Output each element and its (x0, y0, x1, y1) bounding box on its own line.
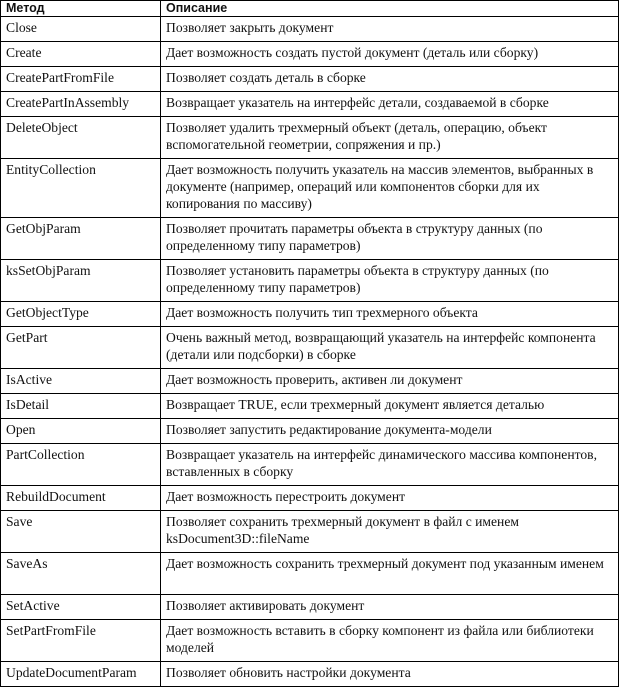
method-cell: GetObjParam (1, 218, 161, 260)
table-row (1, 260, 619, 302)
description-cell: Дает возможность вставить в сборку компонент из файла или библиотеки моделей (161, 620, 619, 662)
column-header-description: Описание (161, 1, 619, 17)
method-cell: PartCollection (1, 444, 161, 486)
description-cell: Возвращает указатель на интерфейс динамического массива компонентов, вставленных в сборку (161, 444, 619, 486)
table-row (1, 92, 619, 117)
description-cell: Позволяет сохранить трехмерный документ в файл с именем ksDocument3D::fileName (161, 511, 619, 553)
method-cell: RebuildDocument (1, 486, 161, 511)
table-row (1, 159, 619, 218)
description-cell: Дает возможность сохранить трехмерный документ под указанным именем (161, 553, 619, 595)
method-cell: Create (1, 42, 161, 67)
description-cell: Позволяет установить параметры объекта в структуру данных (по определенному типу параметров) (161, 260, 619, 302)
description-cell: Дает возможность создать пустой документ (деталь или сборку) (161, 42, 619, 67)
table-row (1, 218, 619, 260)
method-cell: ksSetObjParam (1, 260, 161, 302)
table-row (1, 17, 619, 42)
method-cell: DeleteObject (1, 117, 161, 159)
method-cell: UpdateDocumentParam (1, 662, 161, 687)
table-row (1, 444, 619, 486)
description-cell: Позволяет запустить редактирование документа-модели (161, 419, 619, 444)
table-row (1, 67, 619, 92)
table-row (1, 42, 619, 67)
table-header-row (1, 1, 619, 17)
method-cell: SaveAs (1, 553, 161, 595)
method-cell: CreatePartInAssembly (1, 92, 161, 117)
description-cell: Позволяет удалить трехмерный объект (деталь, операцию, объект вспомогательной геометрии, сопряжения и пр.) (161, 117, 619, 159)
method-cell: IsDetail (1, 394, 161, 419)
description-cell: Очень важный метод, возвращающий указатель на интерфейс компонента (детали или подсборки) в сборке (161, 327, 619, 369)
table-row (1, 553, 619, 595)
method-cell: CreatePartFromFile (1, 67, 161, 92)
description-cell: Дает возможность перестроить документ (161, 486, 619, 511)
description-cell: Дает возможность получить тип трехмерного объекта (161, 302, 619, 327)
method-cell: Save (1, 511, 161, 553)
table-row (1, 595, 619, 620)
table-row (1, 511, 619, 553)
table-row (1, 117, 619, 159)
method-cell: Open (1, 419, 161, 444)
table-row (1, 620, 619, 662)
description-cell: Позволяет создать деталь в сборке (161, 67, 619, 92)
table-row (1, 302, 619, 327)
description-cell: Позволяет активировать документ (161, 595, 619, 620)
column-header-method: Метод (1, 1, 161, 17)
method-cell: IsActive (1, 369, 161, 394)
method-cell: GetObjectType (1, 302, 161, 327)
method-cell: Close (1, 17, 161, 42)
method-cell: SetPartFromFile (1, 620, 161, 662)
method-cell: GetPart (1, 327, 161, 369)
table-row (1, 662, 619, 687)
description-cell: Возвращает указатель на интерфейс детали, создаваемой в сборке (161, 92, 619, 117)
table-row (1, 327, 619, 369)
table-row (1, 486, 619, 511)
description-cell: Возвращает TRUE, если трехмерный документ является деталью (161, 394, 619, 419)
table-row (1, 419, 619, 444)
description-cell: Позволяет обновить настройки документа (161, 662, 619, 687)
description-cell: Дает возможность получить указатель на массив элементов, выбранных в документе (например, операций или компонентов сборки для их копирования по массиву) (161, 159, 619, 218)
description-cell: Позволяет прочитать параметры объекта в структуру данных (по определенному типу параметров) (161, 218, 619, 260)
method-cell: SetActive (1, 595, 161, 620)
description-cell: Позволяет закрыть документ (161, 17, 619, 42)
table-row (1, 369, 619, 394)
table-row (1, 394, 619, 419)
description-cell: Дает возможность проверить, активен ли документ (161, 369, 619, 394)
method-cell: EntityCollection (1, 159, 161, 218)
